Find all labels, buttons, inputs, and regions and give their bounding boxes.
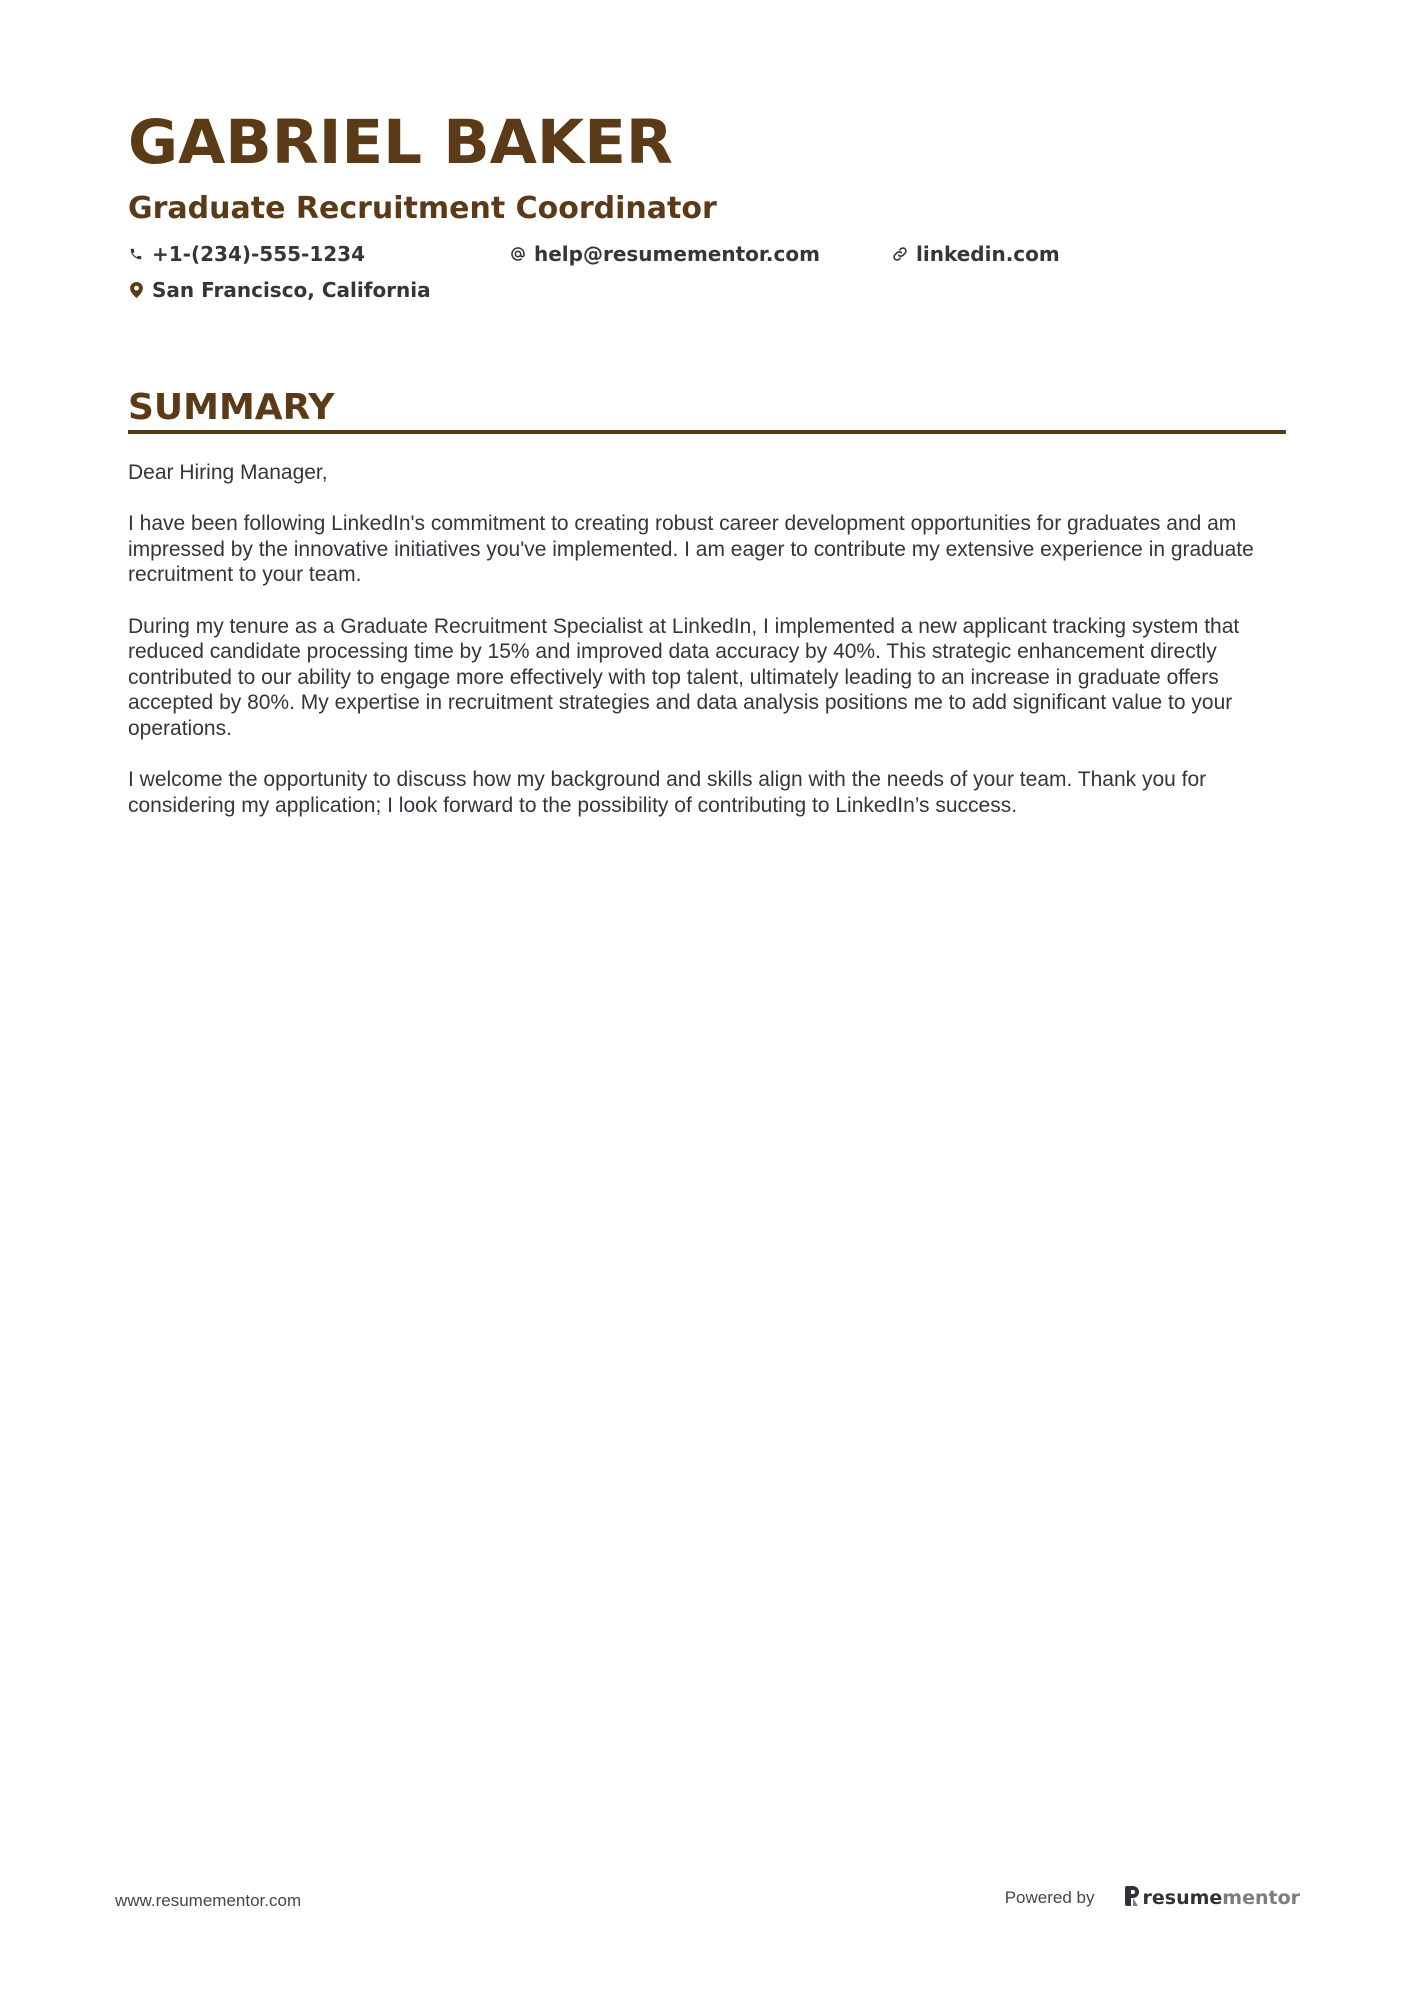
link-text[interactable]: linkedin.com xyxy=(916,242,1060,266)
section-divider xyxy=(128,430,1286,434)
brand-name-part1: resume xyxy=(1142,1886,1223,1909)
contact-link[interactable] xyxy=(892,244,1060,264)
summary-heading: SUMMARY xyxy=(128,387,335,428)
body-paragraph: During my tenure as a Graduate Recruitment Specialist at LinkedIn, I implemented a new applicant tracking system that reduced candidate processing time by 15% and improved data accuracy by 40%. This strategic enhancement directly contributed to our ability to engage more effectively with top talent, ultimately leading to an increase in graduate offers accepted by 80%. My expertise in recruitment strategies and data analysis positions me to add significant value to your operations. xyxy=(128,614,1240,740)
job-title: Graduate Recruitment Coordinator xyxy=(128,191,717,226)
brand-logo-icon xyxy=(1125,1886,1139,1910)
letter-body xyxy=(128,460,1288,844)
contact-location xyxy=(128,280,431,300)
phone-icon xyxy=(128,245,144,263)
footer-branding xyxy=(1005,1886,1300,1910)
candidate-name: GABRIEL BAKER xyxy=(128,107,673,178)
powered-by-label: Powered by xyxy=(1004,1888,1095,1907)
at-icon xyxy=(510,245,526,263)
link-icon xyxy=(892,245,908,263)
location-pin-icon xyxy=(128,281,144,299)
email-text[interactable]: help@resumementor.com xyxy=(534,242,820,266)
footer-website[interactable]: www.resumementor.com xyxy=(115,1891,302,1910)
body-paragraph: I have been following LinkedIn's commitment to creating robust career development opportunities for graduates and am impressed by the innovative initiatives you've implemented. I am eager to contribute my extensive experience in graduate recruitment to your team. xyxy=(128,512,1254,587)
phone-text: +1-(234)-555-1234 xyxy=(152,242,366,266)
salutation: Dear Hiring Manager, xyxy=(128,461,328,484)
location-text: San Francisco, California xyxy=(152,278,431,302)
contact-email[interactable] xyxy=(510,244,820,264)
body-paragraph: I welcome the opportunity to discuss how my background and skills align with the needs of your team. Thank you for considering my application; I look forward to the possibility of contributing to LinkedIn’s success. xyxy=(128,768,1207,817)
contact-phone xyxy=(128,244,365,264)
brand-name-part2: mentor xyxy=(1222,1886,1300,1909)
brand-logo[interactable] xyxy=(1125,1886,1301,1910)
